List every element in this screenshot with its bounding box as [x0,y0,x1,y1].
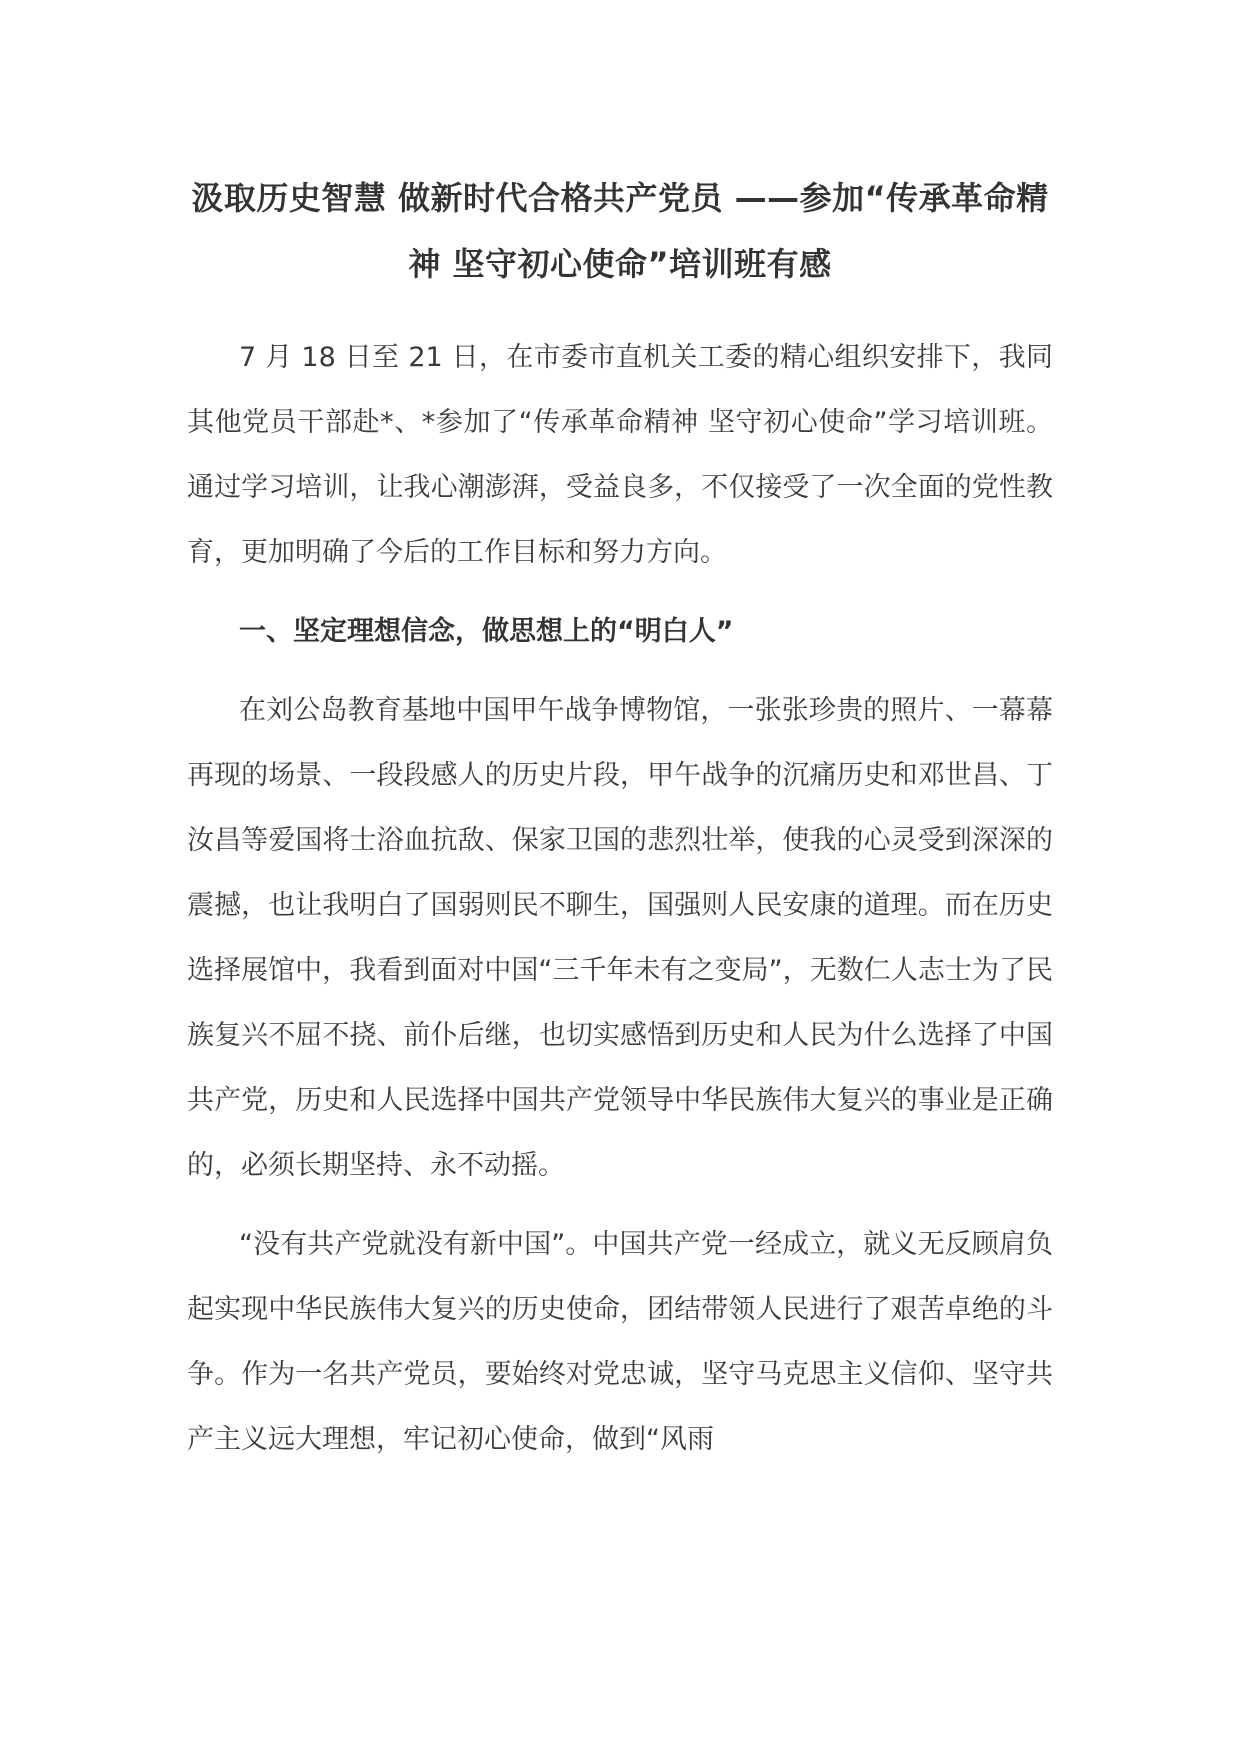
section-heading-1: 一、坚定理想信念，做思想上的“明白人” [239,616,734,647]
section-1-paragraph-1: 在刘公岛教育基地中国甲午战争博物馆，一张张珍贵的照片、一幕幕再现的场景、一段段感人的历史片段，甲午战争的沉痛历史和邓世昌、丁汝昌等爱国将士浴血抗敌、保家卫国的悲烈壮举，使我的心灵受到深深的震撼，也让我明白了国弱则民不聊生，国强则人民安康的道理。而在历史选择展馆中，我看到面对中国“三千年未有之变局”，无数仁人志士为了民族复兴不屈不挠、前仆后继，也切实感悟到历史和人民为什么选择了中国共产党，历史和人民选择中国共产党领导中华民族伟大复兴的事业是正确的，必须长期坚持、永不动摇。 [187,695,1053,1181]
section-1-paragraph-2: “没有共产党就没有新中国”。中国共产党一经成立，就义无反顾肩负起实现中华民族伟大复兴的历史使命，团结带领人民进行了艰苦卓绝的斗争。作为一名共产党员，要始终对党忠诚，坚守马克思主义信仰、坚守共产主义远大理想，牢记初心使命，做到“风雨 [187,1229,1053,1455]
document-title: 汲取历史智慧 做新时代合格共产党员 ——参加“传承革命精神 坚守初心使命”培训班有感 [191,179,1049,283]
document-content [187,165,1053,1472]
document-body [187,325,1053,1472]
intro-paragraph: 7 月 18 日至 21 日，在市委市直机关工委的精心组织安排下，我同其他党员干部赴*、*参加了“传承革命精神 坚守初心使命”学习培训班。通过学习培训，让我心潮澎湃，受益良多，不仅接受了一次全面的党性教育，更加明确了今后的工作目标和努力方向。 [187,342,1053,568]
